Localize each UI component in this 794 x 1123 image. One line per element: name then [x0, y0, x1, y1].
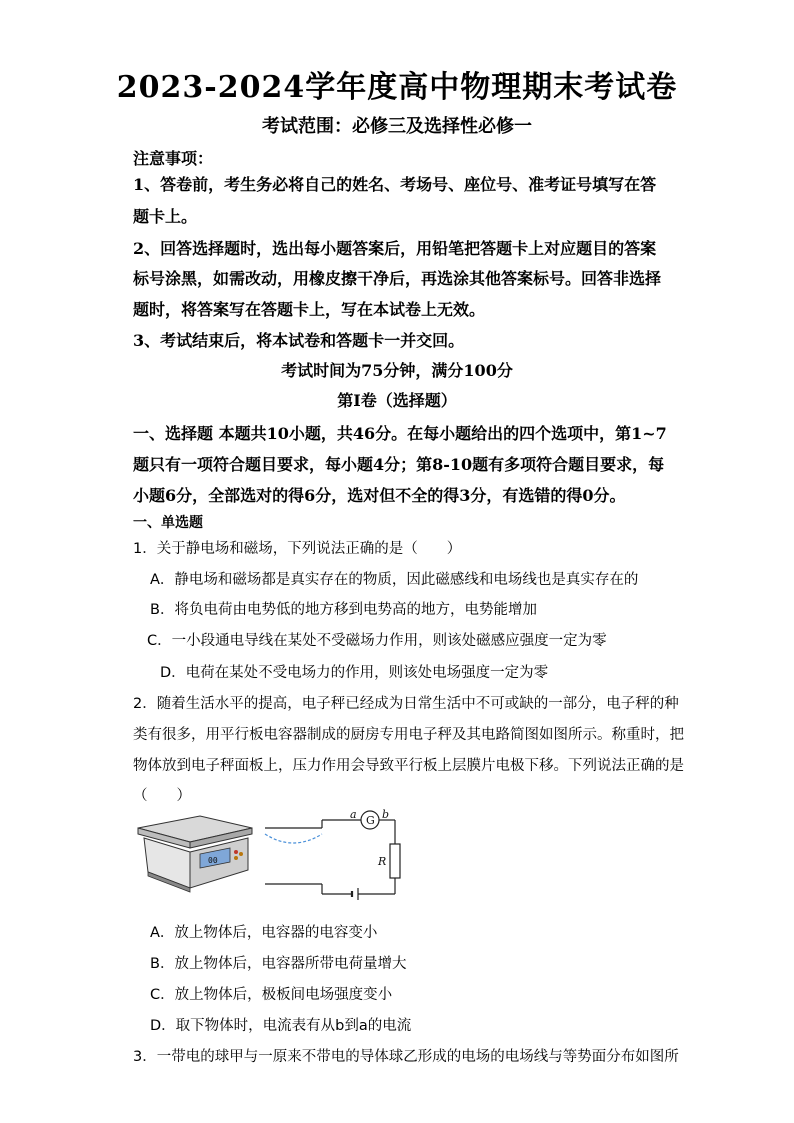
question-2-option-a: A．放上物体后，电容器的电容变小 — [150, 925, 378, 941]
question-1-option-d: D．电荷在某处不受电场力的作用，则该处电场强度一定为零 — [160, 665, 549, 681]
subsection-title: 一、单选题 — [133, 515, 203, 531]
notice-line: 2、回答选择题时，选出每小题答案后，用铅笔把答题卡上对应题目的答案 — [133, 239, 657, 258]
question-1-option-b: B．将负电荷由电势低的地方移到电势高的地方，电势能增加 — [150, 602, 537, 618]
section-intro-line: 一、选择题 本题共10小题，共46分。在每小题给出的四个选项中，第1~7 — [133, 424, 667, 443]
question-3-stem: 3．一带电的球甲与一原来不带电的导体球乙形成的电场的电场线与等势面分布如图所 — [133, 1049, 679, 1065]
notice-heading: 注意事项： — [133, 149, 214, 168]
label-a: a — [350, 808, 357, 821]
question-2-option-c: C．放上物体后，极板间电场强度变小 — [150, 987, 393, 1003]
question-2-option-d: D．取下物体时，电流表有从b到a的电流 — [150, 1018, 412, 1034]
volume-title: 第I卷（选择题） — [337, 391, 457, 410]
exam-title: 2023-2024学年度高中物理期末考试卷 — [116, 70, 678, 105]
question-2-stem-line: 物体放到电子秤面板上，压力作用会导致平行板上层膜片电极下移。下列说法正确的是 — [133, 758, 684, 774]
section-intro-line: 小题6分，全部选对的得6分，选对但不全的得3分，有选错的得0分。 — [133, 486, 626, 505]
galvanometer-label: G — [366, 814, 375, 827]
question-1-option-a: A．静电场和磁场都是真实存在的物质，因此磁感线和电场线也是真实存在的 — [150, 572, 639, 588]
question-2-stem-line: 类有很多，用平行板电容器制成的厨房专用电子秤及其电路简图如图所示。称重时，把 — [133, 727, 684, 743]
electronic-scale-illustration — [138, 816, 252, 892]
question-1-option-c: C．一小段通电导线在某处不受磁场力作用，则该处磁感应强度一定为零 — [147, 633, 607, 649]
question-2-option-b: B．放上物体后，电容器所带电荷量增大 — [150, 956, 407, 972]
notice-line: 题卡上。 — [133, 207, 198, 226]
notice-line: 题时，将答案写在答题卡上，写在本试卷上无效。 — [133, 300, 486, 319]
scale-display-text: 00 — [208, 856, 218, 865]
notice-line: 1、答卷前，考生务必将自己的姓名、考场号、座位号、准考证号填写在答 — [133, 175, 657, 194]
question-2-stem-line: （ ） — [133, 788, 191, 804]
notice-line: 标号涂黑，如需改动，用橡皮擦干净后，再选涂其他答案标号。回答非选择 — [133, 269, 662, 288]
question-2-stem-line: 2．随着生活水平的提高，电子秤已经成为日常生活中不可或缺的一部分，电子秤的种 — [133, 696, 679, 712]
resistor-label: R — [378, 855, 387, 868]
exam-time-info: 考试时间为75分钟，满分100分 — [281, 361, 513, 380]
notice-line: 3、考试结束后，将本试卷和答题卡一并交回。 — [133, 331, 465, 350]
label-b: b — [382, 808, 390, 821]
section-intro-line: 题只有一项符合题目要求，每小题4分；第8-10题有多项符合题目要求，每 — [133, 455, 665, 474]
exam-scope: 考试范围：必修三及选择性必修一 — [262, 116, 532, 137]
question-2-figure — [130, 808, 420, 913]
question-1-stem: 1．关于静电场和磁场，下列说法正确的是（ ） — [133, 541, 462, 557]
